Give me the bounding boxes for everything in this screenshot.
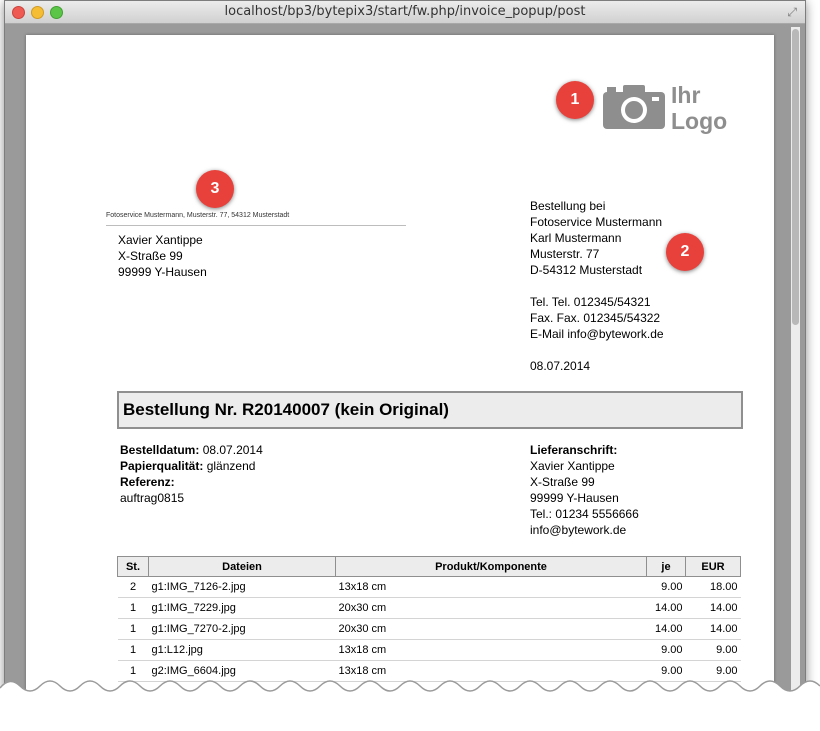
delivery-city: 99999 Y-Hausen xyxy=(530,491,619,505)
recipient-name: Xavier Xantippe xyxy=(118,233,203,247)
cell-unit-price: 9.00 xyxy=(647,577,686,598)
paper-quality-value: glänzend xyxy=(206,459,256,473)
invoice-page xyxy=(26,35,774,691)
table-row xyxy=(118,640,741,661)
cell-total: 14.00 xyxy=(686,598,741,619)
delivery-email: info@bytework.de xyxy=(530,523,627,537)
shop-email: E-Mail info@bytework.de xyxy=(530,327,664,341)
delivery-phone: Tel.: 01234 5556666 xyxy=(530,507,639,521)
scrollbar-thumb[interactable] xyxy=(792,29,799,325)
order-date xyxy=(120,442,263,458)
shop-line-5: D-54312 Musterstadt xyxy=(530,263,643,277)
vertical-scrollbar[interactable] xyxy=(791,27,800,691)
cell-product: 13x18 cm xyxy=(336,640,647,661)
cell-total: 9.00 xyxy=(686,661,741,682)
delivery-label: Lieferanschrift: xyxy=(530,443,618,457)
cell-total: 14.00 xyxy=(686,619,741,640)
cell-qty: 2 xyxy=(118,577,149,598)
fullscreen-icon[interactable]: ⤢ xyxy=(787,5,797,19)
cell-file: g1:IMG_7126-2.jpg xyxy=(149,577,336,598)
col-header-files: Dateien xyxy=(149,557,336,577)
cell-qty: 1 xyxy=(118,619,149,640)
table-row xyxy=(118,598,741,619)
cell-file: g1:L12.jpg xyxy=(149,640,336,661)
recipient-city: 99999 Y-Hausen xyxy=(118,265,207,279)
col-header-unit-price: je xyxy=(647,557,686,577)
cell-file: g1:IMG_7270-2.jpg xyxy=(149,619,336,640)
shop-line-1: Bestellung bei xyxy=(530,199,606,213)
table-row xyxy=(118,577,741,598)
delivery-street: X-Straße 99 xyxy=(530,475,595,489)
reference-value: auftrag0815 xyxy=(120,491,185,505)
order-title-box xyxy=(117,391,743,429)
torn-edge xyxy=(0,668,820,731)
marker-2: 2 xyxy=(666,233,704,271)
order-items-table xyxy=(117,556,741,682)
sender-divider xyxy=(106,225,406,226)
sender-line: Fotoservice Mustermann, Musterstr. 77, 54312 Musterstadt xyxy=(106,212,290,219)
cell-file: g2:IMG_6604.jpg xyxy=(149,661,336,682)
cell-qty: 1 xyxy=(118,640,149,661)
paper-quality xyxy=(120,458,255,474)
browser-window xyxy=(4,0,806,692)
cell-qty: 1 xyxy=(118,598,149,619)
col-header-total: EUR xyxy=(686,557,741,577)
order-date-label: Bestelldatum: xyxy=(120,443,200,457)
cell-unit-price: 14.00 xyxy=(647,598,686,619)
cell-total: 9.00 xyxy=(686,640,741,661)
title-bar[interactable] xyxy=(5,1,805,24)
camera-icon xyxy=(603,83,665,129)
logo-text-line1: Ihr xyxy=(671,82,701,108)
delivery-name: Xavier Xantippe xyxy=(530,459,615,473)
col-header-qty: St. xyxy=(118,557,149,577)
marker-3: 3 xyxy=(196,170,234,208)
cell-unit-price: 9.00 xyxy=(647,640,686,661)
reference-label-text: Referenz: xyxy=(120,475,175,489)
order-date-value: 08.07.2014 xyxy=(202,443,263,457)
order-title: Bestellung Nr. R20140007 (kein Original) xyxy=(123,400,449,419)
shop-line-3: Karl Mustermann xyxy=(530,231,622,245)
col-header-product: Produkt/Komponente xyxy=(336,557,647,577)
shop-date: 08.07.2014 xyxy=(530,359,591,373)
table-header-row xyxy=(118,557,741,577)
cell-product: 20x30 cm xyxy=(336,619,647,640)
cell-product: 13x18 cm xyxy=(336,661,647,682)
window-url: localhost/bp3/bytepix3/start/fw.php/invoice_popup/post xyxy=(224,4,586,19)
recipient-street: X-Straße 99 xyxy=(118,249,183,263)
logo-text-line2: Logo xyxy=(671,108,728,134)
table-row xyxy=(118,619,741,640)
cell-file: g1:IMG_7229.jpg xyxy=(149,598,336,619)
shop-line-4: Musterstr. 77 xyxy=(530,247,600,261)
cell-product: 13x18 cm xyxy=(336,577,647,598)
shop-fax: Fax. Fax. 012345/54322 xyxy=(530,311,661,325)
marker-1: 1 xyxy=(556,81,594,119)
cell-product: 20x30 cm xyxy=(336,598,647,619)
cell-total: 18.00 xyxy=(686,577,741,598)
cell-unit-price: 9.00 xyxy=(647,661,686,682)
shop-line-2: Fotoservice Mustermann xyxy=(530,215,663,229)
paper-quality-label: Papierqualität: xyxy=(120,459,204,473)
reference-label xyxy=(120,474,175,490)
cell-qty: 1 xyxy=(118,661,149,682)
shop-tel: Tel. Tel. 012345/54321 xyxy=(530,295,651,309)
cell-unit-price: 14.00 xyxy=(647,619,686,640)
